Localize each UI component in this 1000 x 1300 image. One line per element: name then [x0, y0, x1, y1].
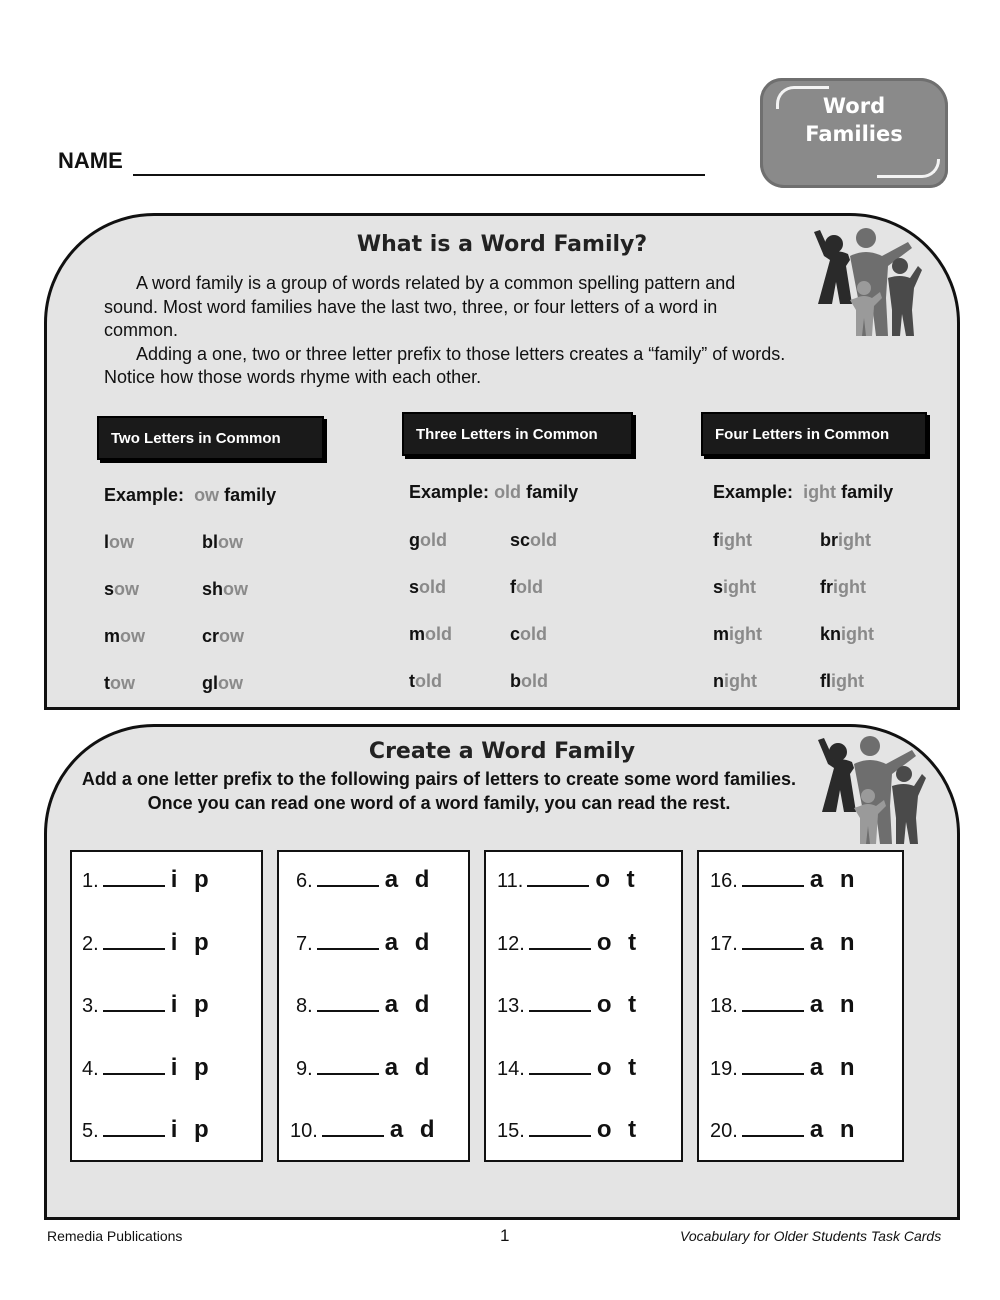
word-prefix: s — [104, 579, 115, 599]
letter-pair: i p — [170, 928, 214, 956]
answer-blank[interactable] — [742, 1055, 804, 1075]
letter-pair: i p — [170, 1053, 214, 1081]
word-ending: ow — [218, 532, 243, 552]
answer-blank[interactable] — [742, 992, 804, 1012]
word-ending: ight — [831, 671, 864, 691]
answer-blank[interactable] — [317, 1055, 379, 1075]
intro-paragraph-1: A word family is a group of words related by a common spelling pattern and sound. Most word families have the last two, three, or four letters of a word in common. — [104, 273, 736, 340]
word-prefix: s — [713, 577, 724, 597]
letter-pair: a d — [389, 1116, 440, 1143]
answer-blank[interactable] — [103, 1055, 165, 1075]
word-prefix: c — [510, 624, 521, 644]
letter-pair: o t — [596, 1116, 642, 1143]
answer-blank[interactable] — [527, 867, 589, 887]
word-example — [104, 626, 145, 647]
family-icon — [814, 734, 926, 846]
answer-blank[interactable] — [529, 1117, 591, 1137]
topic-badge — [760, 78, 948, 188]
word-ending: ight — [723, 577, 757, 597]
word-ending: ow — [219, 626, 245, 646]
word-ending: ight — [724, 671, 757, 691]
word-example — [409, 530, 447, 551]
word-example — [510, 577, 543, 598]
word-prefix: fl — [820, 671, 831, 691]
intro-text — [104, 272, 794, 390]
word-example — [202, 579, 248, 600]
item-number: 17. — [710, 932, 738, 955]
answer-blank[interactable] — [317, 867, 379, 887]
answer-blank[interactable] — [742, 867, 804, 887]
word-example — [820, 577, 866, 598]
word-example — [510, 624, 547, 645]
name-line[interactable] — [133, 174, 705, 176]
word-example — [202, 626, 244, 647]
word-prefix: t — [409, 671, 415, 691]
letter-pair: a d — [384, 928, 435, 956]
letter-pair: o t — [596, 991, 642, 1018]
section1-title: What is a Word Family? — [356, 232, 648, 257]
exercise-item — [82, 991, 214, 1019]
exercise-item — [82, 929, 214, 957]
word-ending: ight — [833, 577, 866, 597]
example-two-letters — [104, 485, 276, 506]
answer-blank[interactable] — [317, 992, 379, 1012]
letter-pair: i p — [170, 991, 214, 1018]
word-example — [202, 673, 243, 694]
word-ending: ight — [841, 624, 875, 644]
answer-blank[interactable] — [529, 930, 591, 950]
word-example — [409, 624, 452, 645]
answer-blank[interactable] — [317, 930, 379, 950]
word-prefix: l — [104, 532, 110, 552]
item-number: 5. — [82, 1120, 99, 1142]
exercise-item — [82, 1054, 214, 1082]
exercise-item — [497, 991, 641, 1019]
answer-blank[interactable] — [322, 1117, 384, 1137]
answer-blank[interactable] — [742, 930, 804, 950]
word-prefix: fr — [820, 577, 833, 597]
column-header-two-letters: Two Letters in Common — [97, 416, 324, 460]
example-label: Example: — [409, 482, 490, 502]
letter-pair: a n — [809, 928, 860, 956]
item-number: 8. — [296, 995, 313, 1017]
item-number: 6. — [296, 870, 313, 892]
item-number: 12. — [497, 932, 525, 955]
word-ending: ow — [223, 579, 249, 599]
exercise-item — [497, 929, 641, 957]
exercise-item — [296, 866, 434, 894]
word-ending: ow — [114, 579, 140, 599]
item-number: 13. — [497, 995, 525, 1017]
column-header-three-letters: Three Letters in Common — [402, 412, 633, 456]
example-four-letters — [713, 482, 893, 503]
exercise-item — [290, 1116, 440, 1144]
exercise-item — [710, 991, 860, 1019]
word-ending: ow — [109, 532, 135, 552]
item-number: 14. — [497, 1057, 525, 1080]
word-prefix: f — [510, 577, 516, 597]
word-ending: old — [425, 624, 453, 644]
letter-pair: a n — [809, 866, 860, 893]
word-example — [409, 671, 442, 692]
item-number: 19. — [710, 1057, 738, 1080]
answer-blank[interactable] — [103, 992, 165, 1012]
exercise-item — [296, 1054, 434, 1082]
item-number: 3. — [82, 995, 99, 1017]
word-ending: ow — [218, 673, 243, 693]
letter-pair: a d — [384, 991, 435, 1018]
example-label: Example: — [104, 485, 185, 505]
letter-pair: i p — [170, 1116, 214, 1143]
family-icon — [810, 226, 922, 338]
word-ending: ow — [120, 626, 146, 646]
word-prefix: t — [104, 673, 110, 693]
example-three-letters — [409, 482, 578, 503]
item-number: 7. — [296, 932, 313, 955]
word-example — [104, 673, 135, 694]
item-number: 20. — [710, 1120, 738, 1142]
word-example — [104, 532, 134, 553]
word-prefix: b — [510, 671, 521, 691]
exercise-item — [497, 1116, 641, 1144]
word-example — [713, 530, 752, 551]
column-header-four-letters: Four Letters in Common — [701, 412, 927, 456]
item-number: 4. — [82, 1057, 99, 1080]
answer-blank[interactable] — [529, 992, 591, 1012]
letter-pair: a n — [809, 1116, 860, 1143]
item-number: 11. — [497, 870, 524, 892]
answer-blank[interactable] — [103, 867, 165, 887]
example-suffix: family — [841, 482, 894, 502]
badge-line1: Word — [822, 94, 886, 118]
exercise-item — [296, 991, 434, 1019]
word-ending: old — [516, 577, 543, 597]
answer-blank[interactable] — [103, 930, 165, 950]
item-number: 9. — [296, 1057, 313, 1080]
item-number: 15. — [497, 1120, 525, 1142]
exercise-item — [497, 1054, 641, 1082]
word-ending: old — [420, 530, 447, 550]
exercise-item — [710, 1116, 860, 1144]
section2-title: Create a Word Family — [368, 739, 636, 764]
word-prefix: s — [409, 577, 420, 597]
word-example — [713, 624, 762, 645]
word-prefix: gl — [202, 673, 218, 693]
example-ending: old — [494, 482, 522, 502]
word-example — [409, 577, 446, 598]
footer-series-title: Vocabulary for Older Students Task Cards — [680, 1228, 942, 1244]
letter-pair: o t — [595, 866, 640, 893]
word-example — [713, 577, 756, 598]
word-ending: ight — [719, 530, 752, 550]
word-example — [202, 532, 243, 553]
example-ending: ow — [194, 485, 220, 505]
letter-pair: o t — [596, 928, 642, 956]
answer-blank[interactable] — [529, 1055, 591, 1075]
item-number: 2. — [82, 932, 99, 955]
word-example — [820, 530, 871, 551]
word-ending: old — [521, 671, 548, 691]
item-number: 16. — [710, 870, 738, 892]
word-prefix: m — [104, 626, 121, 646]
exercise-item — [296, 929, 434, 957]
letter-pair: a n — [809, 1053, 860, 1081]
word-example — [820, 624, 874, 645]
word-prefix: kn — [820, 624, 842, 644]
letter-pair: i p — [170, 866, 214, 893]
word-prefix: cr — [202, 626, 220, 646]
answer-blank[interactable] — [103, 1117, 165, 1137]
exercise-item — [497, 866, 640, 894]
intro-paragraph-2: Adding a one, two or three letter prefix to those letters creates a “family” of words. Notice how those words rhyme with each other. — [104, 343, 786, 387]
answer-blank[interactable] — [742, 1117, 804, 1137]
example-label: Example: — [713, 482, 794, 502]
word-ending: old — [415, 671, 442, 691]
instructions: Add a one letter prefix to the following pairs of letters to create some word families. Once you can read one word of a word family, you can read the rest. — [81, 769, 797, 813]
word-ending: old — [520, 624, 548, 644]
footer-publisher: Remedia Publications — [47, 1228, 183, 1244]
footer-page-number: 1 — [500, 1226, 510, 1245]
exercise-item — [710, 929, 860, 957]
item-number: 1. — [82, 870, 99, 892]
letter-pair: o t — [596, 1053, 642, 1081]
word-prefix: n — [713, 671, 724, 691]
item-number: 10. — [290, 1120, 318, 1142]
word-prefix: br — [820, 530, 838, 550]
word-prefix: f — [713, 530, 719, 550]
word-prefix: m — [713, 624, 730, 644]
word-example — [510, 671, 548, 692]
word-prefix: sc — [510, 530, 531, 550]
example-ending: ight — [803, 482, 837, 502]
word-prefix: m — [409, 624, 426, 644]
example-suffix: family — [526, 482, 579, 502]
exercise-item — [82, 866, 214, 894]
item-number: 18. — [710, 995, 738, 1017]
letter-pair: a n — [809, 991, 860, 1018]
word-ending: ow — [110, 673, 135, 693]
word-example — [104, 579, 139, 600]
name-label: NAME — [58, 148, 123, 173]
badge-text — [760, 92, 948, 148]
word-ending: old — [419, 577, 447, 597]
badge-line2: Families — [805, 122, 903, 146]
word-example — [510, 530, 557, 551]
word-ending: ight — [729, 624, 763, 644]
word-prefix: bl — [202, 532, 218, 552]
exercise-item — [710, 1054, 860, 1082]
word-prefix: sh — [202, 579, 224, 599]
word-example — [820, 671, 864, 692]
exercise-item — [82, 1116, 214, 1144]
word-ending: old — [530, 530, 558, 550]
example-suffix: family — [224, 485, 277, 505]
letter-pair: a d — [384, 866, 435, 893]
badge-decoration — [877, 159, 940, 178]
exercise-item — [710, 866, 860, 894]
letter-pair: a d — [384, 1053, 435, 1081]
word-example — [713, 671, 757, 692]
word-prefix: g — [409, 530, 420, 550]
word-ending: ight — [838, 530, 871, 550]
